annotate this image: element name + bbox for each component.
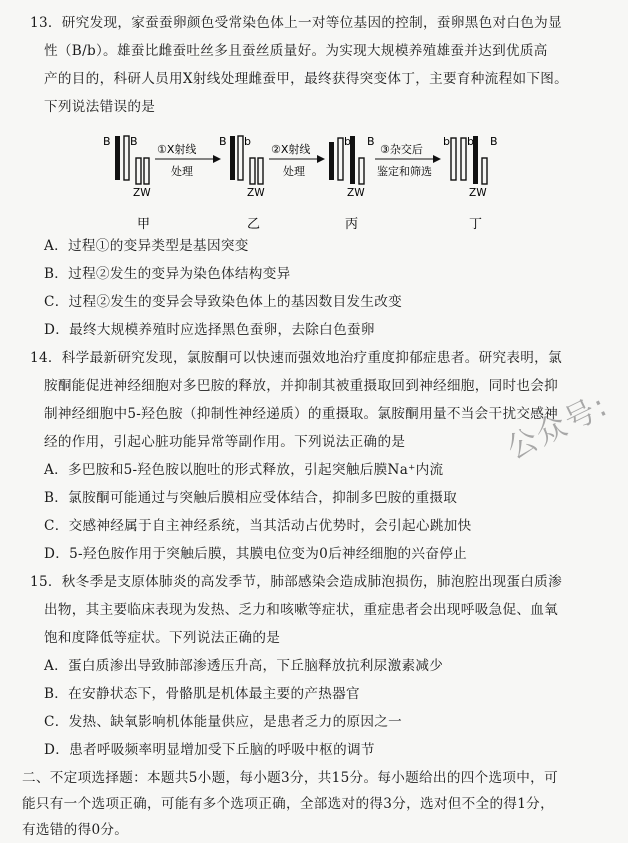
chromosome-set-bing [329, 135, 375, 232]
chromosome-set-yi [219, 135, 265, 232]
q15-option-d: D．患者呼吸频率明显增加受下丘脑的呼吸中枢的调节 [44, 742, 375, 758]
q14-line-4: 经的作用，引起心脏功能异常等副作用。下列说法正确的是 [44, 434, 406, 450]
q14-line-1: 14．科学最新研究发现，氯胺酮可以快速而强效地治疗重度抑郁症患者。研究表明，氯 [30, 350, 562, 366]
zw-label: ZW [347, 187, 365, 199]
section2-line-3: 有选错的得0分。 [22, 822, 129, 838]
q13-option-b: B．过程②发生的变异为染色体结构变异 [44, 266, 291, 282]
arrow3-top-label: ③杂交后 [380, 143, 423, 156]
q14-option-c: C．交感神经属于自主神经系统，当其活动占优势时，会引起心跳加快 [44, 518, 472, 534]
q15-option-c: C．发热、缺氧影响机体能量供应，是患者乏力的原因之一 [44, 714, 403, 730]
arrow1-top-label: ①X射线 [157, 143, 197, 156]
arrow1-bottom-label: 处理 [171, 165, 193, 178]
arrow3-bottom-label: 鉴定和筛选 [377, 165, 432, 178]
watermark: 公众号: [501, 387, 615, 467]
arrow-process-3 [375, 142, 441, 178]
q14-line-3: 制神经细胞中5-羟色胺（抑制性神经递质）的重摄取。氯胺酮用量不当会干扰交感神 [44, 406, 559, 422]
chromosome-set-jia [103, 135, 151, 232]
label-bing: 丙 [345, 217, 359, 232]
q15-line-3: 饱和度降低等症状。下列说法正确的是 [44, 630, 281, 646]
zw-label: ZW [133, 187, 151, 199]
q13-line-2: 性（B/b）。雄蚕比雌蚕吐丝多且蚕丝质量好。为实现大规模养殖雄蚕并达到优质高 [44, 43, 548, 59]
gene-label: b [244, 135, 251, 148]
q14-line-2: 胺酮能促进神经细胞对多巴胺的释放，并抑制其被重摄取回到神经细胞，同时也会抑 [44, 378, 559, 394]
label-jia: 甲 [137, 217, 151, 232]
q13-option-c: C．过程②发生的变异会导致染色体上的基因数目发生改变 [44, 294, 403, 310]
arrow2-bottom-label: 处理 [283, 165, 305, 178]
q13-line-1: 13．研究发现，家蚕蚕卵颜色受常染色体上一对等位基因的控制，蚕卵黑色对白色为显 [30, 15, 562, 31]
arrow-process-2 [269, 142, 325, 178]
q15-line-2: 出物，其主要临床表现为发热、乏力和咳嗽等症状，重症患者会出现呼吸急促、血氧 [44, 602, 559, 618]
section2-line-2: 能只有一个选项正确，可能有多个选项正确，全部选对的得3分，选对但不全的得1分， [22, 796, 554, 812]
q15-option-a: A．蛋白质渗出导致肺部渗透压升高，下丘脑释放抗利尿激素减少 [44, 658, 444, 674]
gene-label: b [443, 135, 450, 148]
chromosome-set-ding [443, 135, 498, 232]
q13-option-d: D．最终大规模养殖时应选择黑色蚕卵，去除白色蚕卵 [44, 322, 375, 338]
gene-label: B [103, 135, 111, 148]
q15-line-1: 15．秋冬季是支原体肺炎的高发季节，肺部感染会造成肺泡损伤，肺泡腔出现蛋白质渗 [30, 574, 562, 590]
zw-label: ZW [247, 187, 265, 199]
q14-option-b: B．氯胺酮可能通过与突触后膜相应受体结合，抑制多巴胺的重摄取 [44, 490, 458, 506]
q13-line-3: 产的目的，科研人员用X射线处理雌蚕甲，最终获得突变体丁，主要育种流程如下图。 [44, 71, 569, 87]
arrow-process-1 [155, 142, 221, 178]
breeding-flow-diagram [95, 128, 515, 238]
arrow2-top-label: ②X射线 [271, 143, 311, 156]
gene-label: b [467, 135, 474, 148]
q13-line-4: 下列说法错误的是 [44, 99, 156, 115]
gene-label: B [367, 135, 375, 148]
q14-option-d: D．5-羟色胺作用于突触后膜，其膜电位变为0后神经细胞的兴奋停止 [44, 546, 468, 562]
label-yi: 乙 [247, 217, 261, 232]
q13-option-a: A．过程①的变异类型是基因突变 [44, 238, 249, 254]
q15-option-b: B．在安静状态下，骨骼肌是机体最主要的产热器官 [44, 686, 360, 702]
zw-label: ZW [469, 187, 487, 199]
section2-line-1: 二、不定项选择题：本题共5小题，每小题3分，共15分。每小题给出的四个选项中，可 [22, 770, 558, 786]
gene-label: B [130, 135, 138, 148]
q14-option-a: A．多巴胺和5-羟色胺以胞吐的形式释放，引起突触后膜Na⁺内流 [44, 462, 444, 478]
gene-label: B [490, 135, 498, 148]
label-ding: 丁 [469, 217, 483, 232]
gene-label: B [219, 135, 227, 148]
gene-label: b [344, 135, 351, 148]
